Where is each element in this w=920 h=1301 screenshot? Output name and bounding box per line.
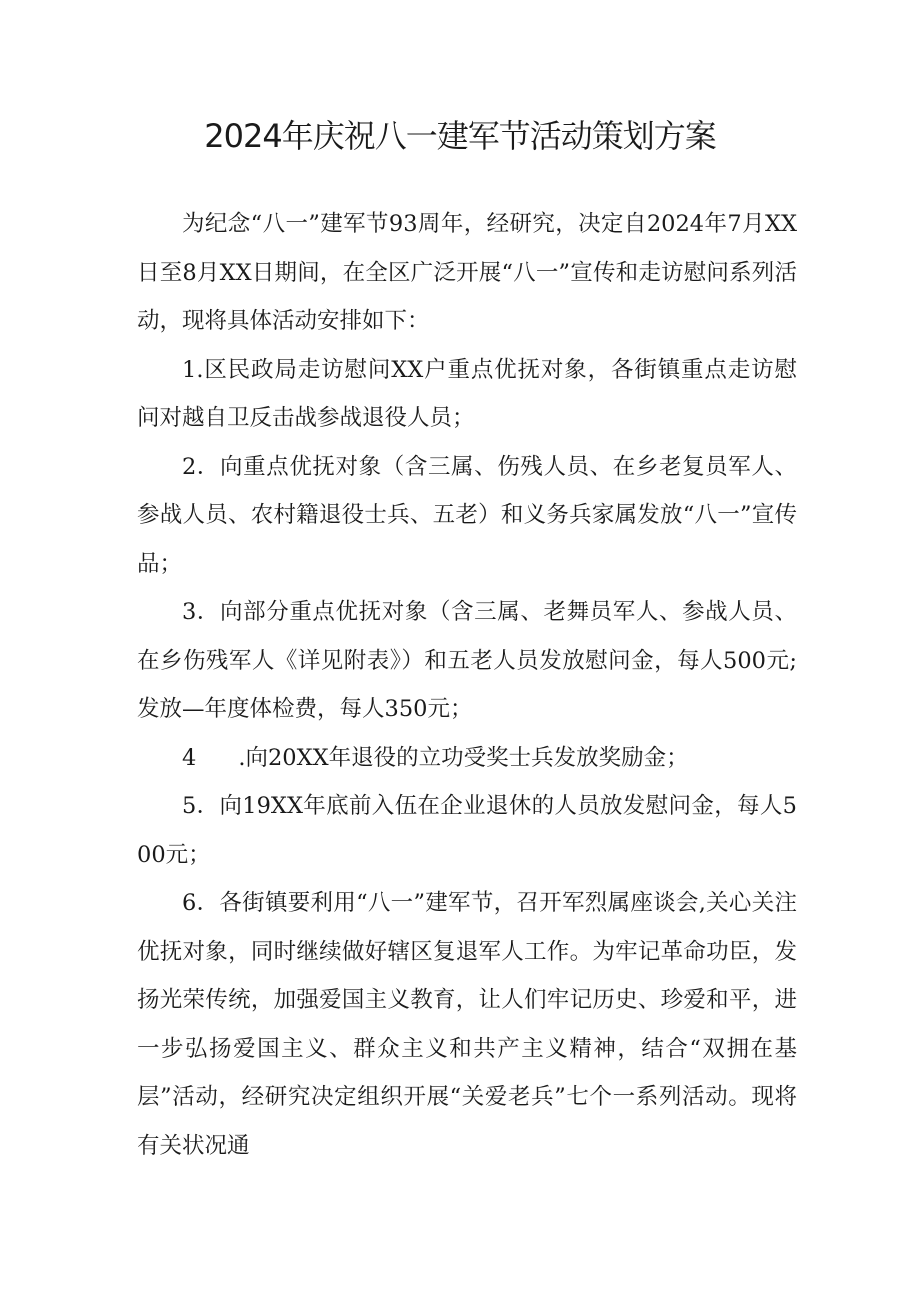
document-title: 2024年庆祝八一建军节活动策划方案: [204, 117, 716, 155]
item-3-paragraph: 3．向部分重点优抚对象（含三属、老舞员军人、参战人员、在乡伤残军人《详见附表》）和五老人员发放慰问金，每人500元;发放—年度体检费，每人350元；: [137, 599, 797, 722]
document-body: [137, 200, 797, 1170]
item-6-paragraph: 6．各街镇要利用“八一”建军节，召开军烈属座谈会,关心关注优抚对象，同时继续做好辖区复退军人工作。为牢记革命功臣，发扬光荣传统，加强爱国主义教育，让人们牢记历史、珍爱和平，进一步弘扬爱国主义、群众主义和共产主义精神，结合“双拥在基层”活动，经研究决定组织开展“关爱老兵”七个一系列活动。现将有关状况通: [137, 890, 797, 1159]
item-2-paragraph: 2．向重点优抚对象（含三属、伤残人员、在乡老复员军人、参战人员、农村籍退役士兵、五老）和义务兵家属发放“八一”宣传品；: [137, 453, 797, 577]
item-4-text: .向20XX年退役的立功受奖士兵发放奖励金；: [238, 744, 689, 771]
item-4-number: 4: [182, 744, 197, 771]
intro-paragraph: 为纪念“八一”建军节93周年，经研究，决定自2024年7月XX日至8月XX日期间，在全区广泛开展“八一”宣传和走访慰问系列活动，现将具体活动安排如下：: [137, 211, 797, 334]
item-5-paragraph: 5．向19XX年底前入伍在企业退休的人员放发慰问金，每人500元；: [137, 793, 797, 868]
item-1-paragraph: 1.区民政局走访慰问XX户重点优抚对象，各街镇重点走访慰问对越自卫反击战参战退役人员；: [137, 356, 797, 431]
item-4-paragraph: [137, 734, 797, 783]
